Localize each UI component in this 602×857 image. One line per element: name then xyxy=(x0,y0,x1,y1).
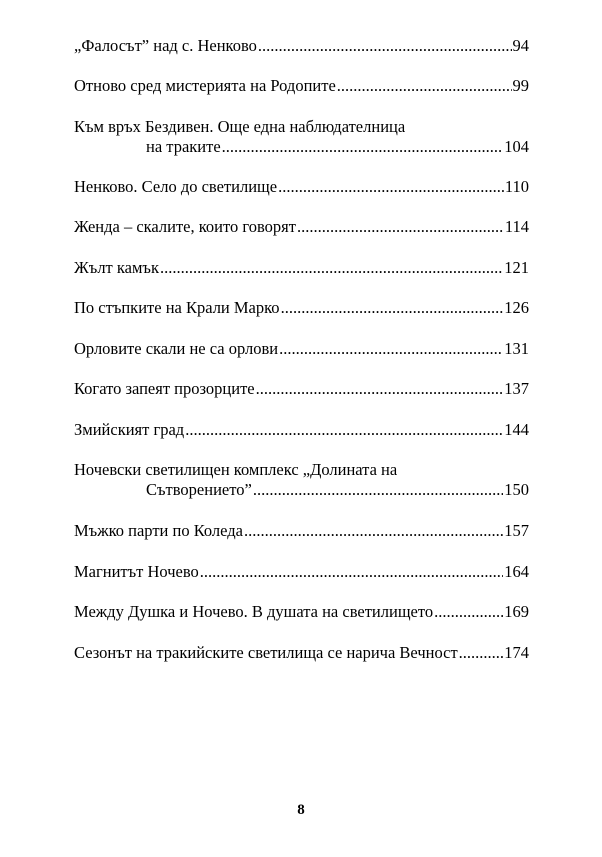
dot-leader xyxy=(160,258,503,278)
toc-entry-title: Мъжко парти по Коледа xyxy=(74,521,243,540)
dot-leader xyxy=(297,217,504,237)
toc-entry-page: 131 xyxy=(504,339,529,358)
toc-entry-title: По стъпките на Крали Марко xyxy=(74,298,280,317)
toc-entry-page: 104 xyxy=(504,137,529,156)
dot-leader xyxy=(185,420,503,440)
dot-leader xyxy=(279,339,503,359)
toc-entry-page: 99 xyxy=(512,76,529,95)
dot-leader xyxy=(281,298,504,318)
toc-entry-title: Сезонът на тракийските светилища се нарича Вечност xyxy=(74,643,458,662)
toc-entry-page: 137 xyxy=(504,379,529,398)
toc-entry-page: 174 xyxy=(504,643,529,662)
toc-entry xyxy=(74,76,529,96)
toc-entry xyxy=(74,643,529,663)
toc-entry-page: 169 xyxy=(504,602,529,621)
dot-leader xyxy=(459,643,504,663)
toc-entry-title: на траките xyxy=(146,137,221,156)
dot-leader xyxy=(222,137,504,157)
toc-entry-title: Сътворението” xyxy=(146,480,252,499)
toc-entry xyxy=(74,258,529,278)
toc-entry-page: 110 xyxy=(504,177,529,196)
toc-entry-page: 126 xyxy=(504,298,529,317)
dot-leader xyxy=(200,562,503,582)
toc-entry-page: 144 xyxy=(504,420,529,439)
toc-entry xyxy=(74,339,529,359)
toc-entry-page: 114 xyxy=(504,217,529,236)
dot-leader xyxy=(278,177,504,197)
toc-entry xyxy=(74,521,529,541)
toc-entry-title: Между Душка и Ночево. В душата на светилището xyxy=(74,602,434,621)
dot-leader xyxy=(253,480,503,500)
toc-entry xyxy=(74,217,529,237)
toc-entry-title: Змийският град xyxy=(74,420,185,439)
dot-leader xyxy=(244,521,503,541)
dot-leader xyxy=(434,602,503,622)
toc-entry xyxy=(74,379,529,399)
dot-leader xyxy=(258,36,512,56)
toc-entry xyxy=(74,420,529,440)
dot-leader xyxy=(256,379,504,399)
toc-entry-title: Когато запеят прозорците xyxy=(74,379,255,398)
toc-entry-title-line1: Ночевски светилищен комплекс „Долината на xyxy=(74,460,398,479)
toc-entry xyxy=(74,602,529,622)
toc-entry xyxy=(74,36,529,56)
toc-entry-page: 94 xyxy=(512,36,529,55)
toc-entry-title: „Фалосът” над с. Ненково xyxy=(74,36,257,55)
toc-entry xyxy=(74,177,529,197)
toc-entry-title: Орловите скали не са орлови xyxy=(74,339,279,358)
toc-entry-page: 164 xyxy=(504,562,529,581)
toc-entry-title-line1: Към връх Бездивен. Още една наблюдателница xyxy=(74,117,406,136)
toc-entry-title: Женда – скалите, които говорят xyxy=(74,217,296,236)
toc-entry xyxy=(74,298,529,318)
toc-entry xyxy=(74,117,529,157)
toc-entry xyxy=(74,460,529,500)
toc-entry-page: 157 xyxy=(504,521,529,540)
toc-entry xyxy=(74,562,529,582)
toc-entry-title: Ненково. Село до светилище xyxy=(74,177,278,196)
toc-entry-page: 150 xyxy=(504,480,529,499)
page-number: 8 xyxy=(297,802,305,818)
toc-entry-title: Отново сред мистерията на Родопите xyxy=(74,76,336,95)
toc-entry-title: Магнитът Ночево xyxy=(74,562,199,581)
toc-entry-title: Жълт камък xyxy=(74,258,159,277)
dot-leader xyxy=(337,76,512,96)
toc-entry-page: 121 xyxy=(504,258,529,277)
